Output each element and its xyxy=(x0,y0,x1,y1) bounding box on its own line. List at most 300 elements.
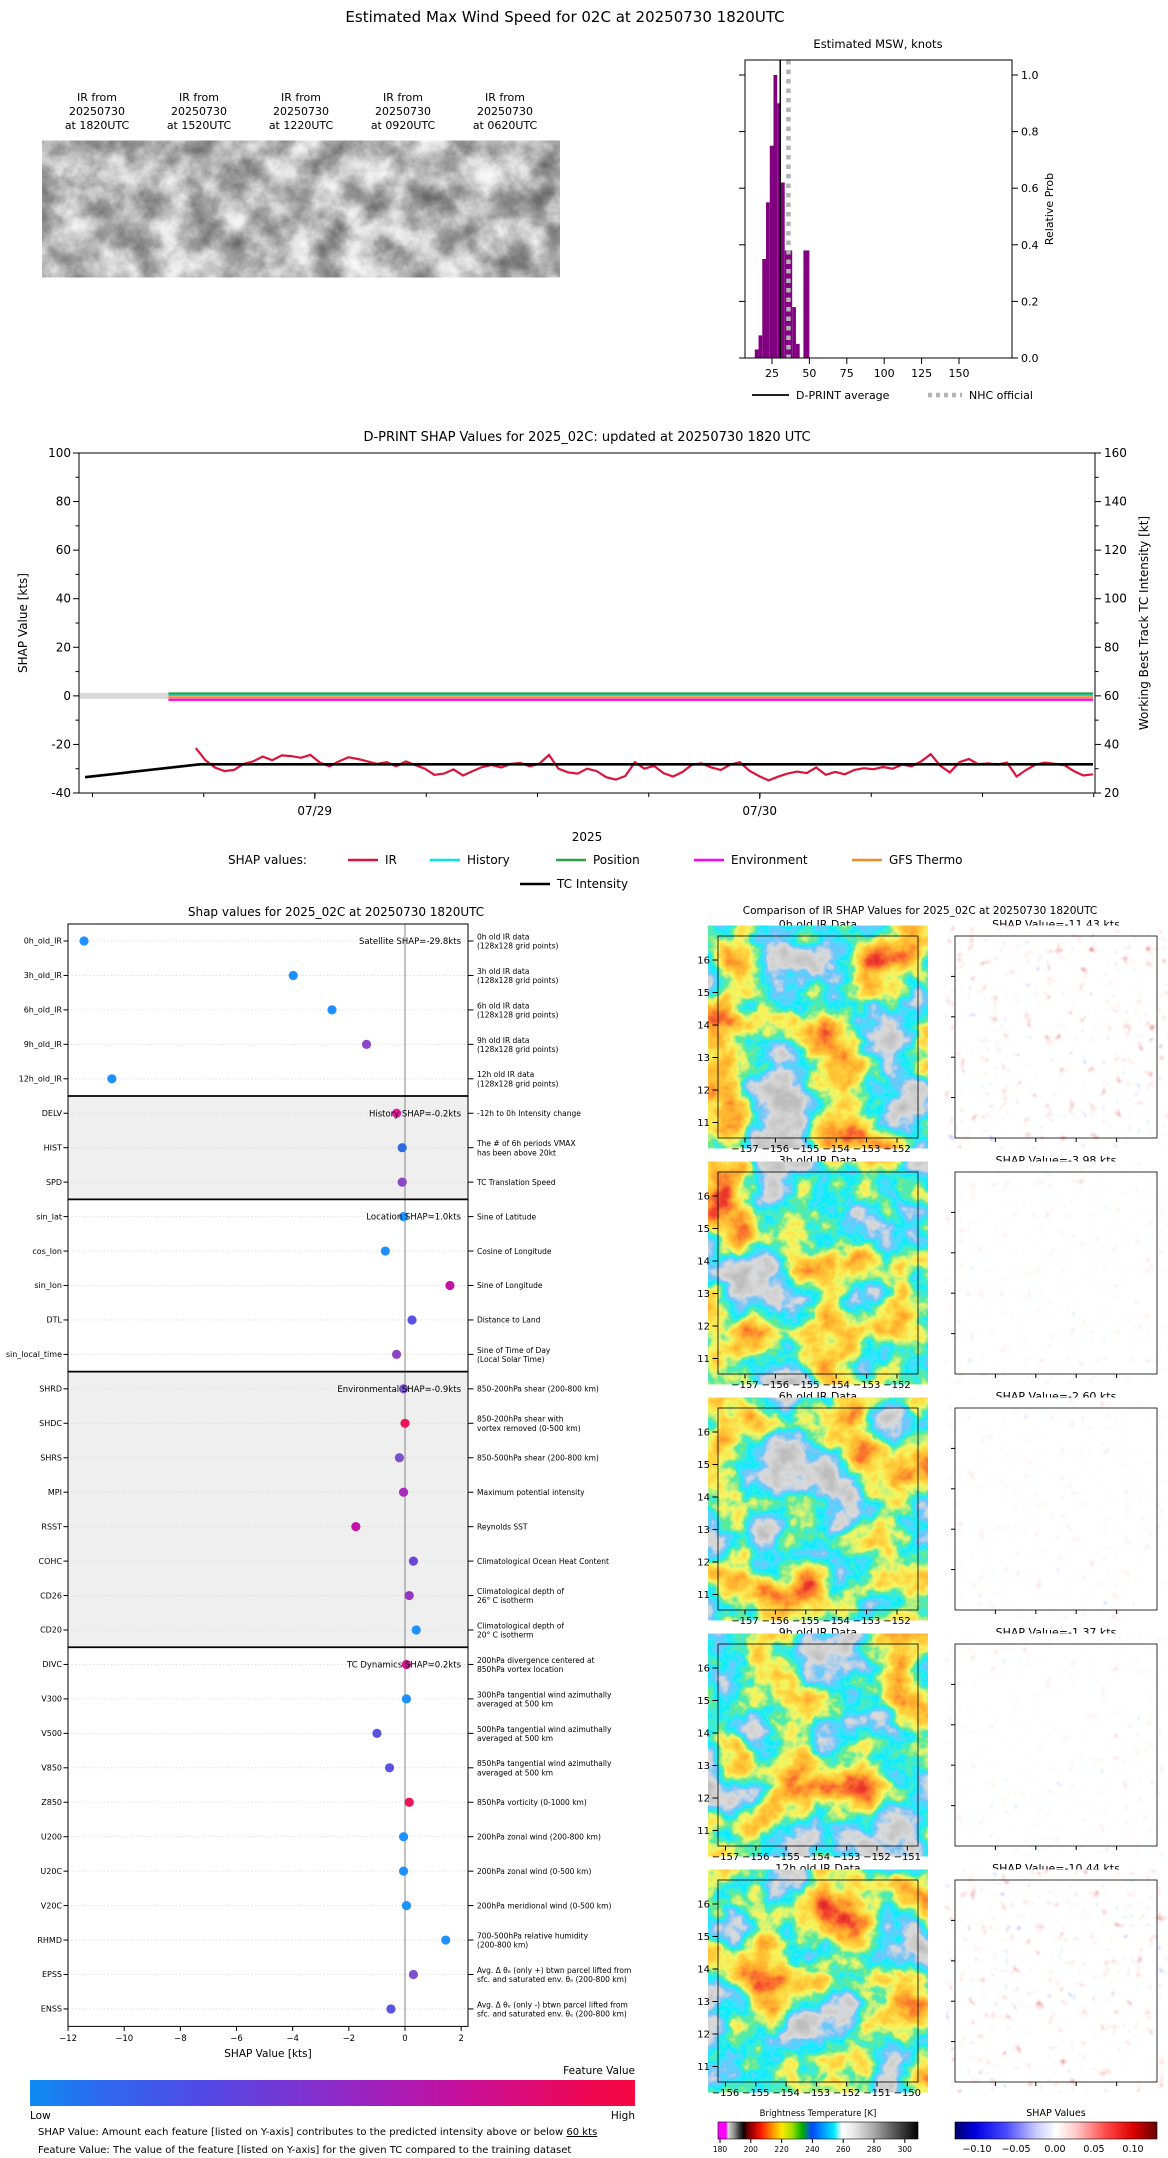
ytick-left: 40 xyxy=(55,591,71,606)
ir-map-image xyxy=(718,1880,918,2082)
lon-tick: −155 xyxy=(792,1616,820,1627)
lat-tick: 15 xyxy=(697,1224,710,1235)
feature-desc: 200hPa meridional wind (0-500 km) xyxy=(477,1901,612,1911)
histogram-bar xyxy=(788,250,792,358)
comparison-title: Comparison of IR SHAP Values for 2025_02C at 20250730 1820UTC xyxy=(742,905,1098,917)
feature-desc: 200hPa zonal wind (0-500 km) xyxy=(477,1866,592,1876)
lon-tick: −152 xyxy=(863,1852,891,1863)
ytick-left: 20 xyxy=(55,640,71,655)
feature-desc: 6h old IR data xyxy=(477,1001,530,1011)
ir-thumbnail-label: 20250730 xyxy=(375,105,431,118)
shap-dot xyxy=(398,1143,407,1152)
lat-tick: 12 xyxy=(697,1793,710,1805)
bt-colorbar-tick: 200 xyxy=(743,2145,758,2154)
feature-label: Z850 xyxy=(41,1797,62,1807)
feature-desc: averaged at 500 km xyxy=(477,1699,554,1709)
lat-tick: 13 xyxy=(697,1997,710,2008)
ytick-right: 140 xyxy=(1104,494,1127,509)
feature-desc: 700-500hPa relative humidity xyxy=(477,1931,589,1941)
feature-label: DIVC xyxy=(42,1660,62,1670)
lat-tick: 16 xyxy=(697,1191,710,1203)
shap-dot xyxy=(372,1729,381,1738)
feature-label: 9h_old_IR xyxy=(23,1040,62,1050)
shap-dot xyxy=(405,1591,414,1600)
group-annotation: Satellite SHAP=-29.8kts xyxy=(358,937,461,947)
feature-desc: (128x128 grid points) xyxy=(477,1079,559,1089)
feature-desc: 9h old IR data xyxy=(477,1035,530,1045)
shap-dot xyxy=(405,1798,414,1807)
lat-tick: 16 xyxy=(697,1899,710,1911)
feature-label: sin_local_time xyxy=(5,1350,62,1360)
shap-dot xyxy=(409,1557,418,1566)
feature-label: SHRS xyxy=(40,1453,62,1463)
feature-desc: 850hPa vortex location xyxy=(477,1665,564,1675)
lon-tick: −156 xyxy=(742,1852,770,1863)
figure-title: Estimated Max Wind Speed for 02C at 20250730 1820UTC xyxy=(345,8,785,26)
feature-label: CD20 xyxy=(40,1625,62,1635)
lon-tick: −155 xyxy=(792,1380,820,1391)
lat-tick: 11 xyxy=(697,1590,710,1601)
ir-thumbnail-image xyxy=(251,147,351,271)
lon-tick: −152 xyxy=(883,1616,911,1627)
feature-desc: 12h old IR data xyxy=(477,1070,535,1080)
ir-thumbnail-label: at 1220UTC xyxy=(268,119,334,132)
group-annotation: History SHAP=-0.2kts xyxy=(368,1109,461,1120)
group-annotation: Environmental SHAP=-0.9kts xyxy=(337,1384,461,1395)
shap-dot xyxy=(381,1246,390,1255)
ir-thumbnail-label: at 0920UTC xyxy=(370,119,436,132)
histogram-bar xyxy=(773,75,777,358)
footnote-feature: Feature Value: The value of the feature [listed on Y-axis] for the given TC compared to the training dataset xyxy=(38,2145,572,2156)
shap-dot xyxy=(289,971,298,980)
ytick-right: 60 xyxy=(1104,688,1120,703)
lat-tick: 12 xyxy=(697,2029,710,2041)
legend-label: History xyxy=(467,853,510,867)
shap-dot xyxy=(407,1315,416,1324)
histogram-ytick: 1.0 xyxy=(1021,69,1039,82)
feature-label: sin_lon xyxy=(34,1281,62,1291)
feature-desc: 850-200hPa shear (200-800 km) xyxy=(477,1384,599,1394)
feature-desc: 200hPa divergence centered at xyxy=(477,1655,595,1665)
dotplot-xlabel: SHAP Value [kts] xyxy=(224,2048,312,2060)
ytick-right: 40 xyxy=(1104,737,1120,752)
lon-tick: −156 xyxy=(711,2088,740,2099)
shap-values-colorbar xyxy=(955,2122,1157,2139)
feature-label: cos_lon xyxy=(32,1246,62,1256)
shap-map-title: SHAP Value=-2.60 kts xyxy=(995,1390,1117,1403)
dotplot-xtick: −8 xyxy=(174,2034,187,2044)
feature-desc: vortex removed (0-500 km) xyxy=(477,1423,581,1433)
feature-desc: 200hPa zonal wind (200-800 km) xyxy=(477,1832,601,1842)
shap-dot xyxy=(399,1488,408,1497)
feature-desc: 0h old IR data xyxy=(477,932,530,942)
ir-map-image xyxy=(718,936,918,1138)
feature-desc: sfc. and saturated env. θₑ (200-800 km) xyxy=(477,1975,627,1985)
dotplot-title: Shap values for 2025_02C at 20250730 1820UTC xyxy=(187,905,485,919)
lon-tick: −151 xyxy=(893,1852,922,1863)
feature-desc: (128x128 grid points) xyxy=(477,1044,559,1054)
shap-colorbar-tick: −0.05 xyxy=(1001,2144,1031,2155)
ir-thumbnail-image xyxy=(47,147,147,271)
feature-label: DTL xyxy=(46,1315,62,1325)
shap-dot xyxy=(409,1970,418,1979)
feature-desc: Distance to Land xyxy=(477,1315,541,1325)
histogram-ytick: 0.8 xyxy=(1021,125,1039,139)
ir-thumbnail-label: IR from xyxy=(281,91,321,104)
dotplot-xtick: −4 xyxy=(286,2034,299,2044)
lon-tick: −156 xyxy=(761,1380,790,1391)
lon-tick: −154 xyxy=(822,1144,850,1155)
histogram-ylabel: Relative Prob xyxy=(1043,172,1056,246)
feature-desc: Cosine of Longitude xyxy=(477,1246,552,1256)
ir-map-title: 0h old IR Data xyxy=(778,918,858,931)
feature-label: U200 xyxy=(40,1832,62,1842)
lon-tick: −155 xyxy=(742,2088,770,2099)
lat-tick: 13 xyxy=(697,1289,710,1300)
lon-tick: −152 xyxy=(832,2088,861,2099)
feature-label: 3h_old_IR xyxy=(23,971,62,981)
feature-desc: 850-500hPa shear (200-800 km) xyxy=(477,1453,599,1463)
feature-desc: 850hPa tangential wind azimuthally xyxy=(477,1759,612,1769)
ir-thumbnail-label: 20250730 xyxy=(273,105,329,118)
legend-label: Environment xyxy=(731,853,808,867)
group-annotation: Location SHAP=1.0kts xyxy=(366,1212,461,1223)
histogram-bar xyxy=(796,344,800,358)
shap-dotplot-panel xyxy=(6,905,635,2156)
ir-map-title: 9h old IR Data xyxy=(778,1626,858,1639)
bt-colorbar-label: Brightness Temperature [K] xyxy=(759,2109,877,2119)
feature-colorbar-low: Low xyxy=(30,2110,51,2122)
group-band xyxy=(68,1372,468,1648)
lon-tick: −150 xyxy=(893,2088,922,2099)
lat-tick: 13 xyxy=(697,1053,710,1064)
ir-thumbnail-label: 20250730 xyxy=(69,105,125,118)
ir-map-image xyxy=(718,1172,918,1374)
histogram-bar xyxy=(781,183,785,358)
shap-dot xyxy=(107,1074,116,1083)
bt-colorbar-tick: 260 xyxy=(836,2145,851,2154)
histogram-xtick: 75 xyxy=(839,367,854,380)
feature-label: SHDC xyxy=(39,1419,62,1428)
feature-desc: Sine of Time of Day xyxy=(477,1345,551,1355)
dotplot-xtick: 2 xyxy=(458,2034,464,2044)
legend-label: GFS Thermo xyxy=(889,853,963,867)
feature-label: DELV xyxy=(41,1108,62,1118)
lat-tick: 14 xyxy=(697,1492,710,1504)
lon-tick: −153 xyxy=(832,1852,861,1863)
shap-dot xyxy=(402,1694,411,1703)
xtick-date: 07/30 xyxy=(742,804,778,818)
shap-colorbar-tick: 0.05 xyxy=(1083,2144,1105,2155)
feature-desc: TC Translation Speed xyxy=(477,1177,556,1187)
feature-label: V500 xyxy=(41,1729,62,1739)
bt-colorbar-tick: 220 xyxy=(774,2145,789,2154)
histogram-bar xyxy=(759,335,763,358)
lon-tick: −157 xyxy=(731,1380,759,1391)
histogram-ytick: 0.0 xyxy=(1021,352,1039,365)
feature-desc: Climatological depth of xyxy=(477,1621,564,1631)
timeseries-legend-heading: SHAP values: xyxy=(228,853,307,867)
lat-tick: 12 xyxy=(697,1321,710,1333)
timeseries-ylabel-right: Working Best Track TC Intensity [kt] xyxy=(1137,515,1151,731)
lat-tick: 16 xyxy=(697,1427,710,1439)
lon-tick: −156 xyxy=(761,1616,790,1627)
shap-dot xyxy=(399,1832,408,1841)
ir-thumbnail-strip xyxy=(47,91,555,271)
shap-dot xyxy=(400,1419,409,1428)
feature-desc: (128x128 grid points) xyxy=(477,976,559,986)
shap-dot xyxy=(351,1522,360,1531)
lat-tick: 15 xyxy=(697,1696,710,1707)
feature-desc: (128x128 grid points) xyxy=(477,941,559,951)
feature-label: V300 xyxy=(41,1694,62,1704)
feature-desc: Climatological Ocean Heat Content xyxy=(477,1556,609,1566)
lon-tick: −154 xyxy=(822,1380,850,1391)
feature-desc: The # of 6h periods VMAX xyxy=(477,1139,576,1149)
lat-tick: 12 xyxy=(697,1557,710,1569)
shap-dot xyxy=(402,1901,411,1910)
legend-label-dprint: D-PRINT average xyxy=(796,389,890,402)
msw-histogram-panel xyxy=(739,37,1056,402)
shap-dot xyxy=(362,1040,371,1049)
shap-dot xyxy=(399,1867,408,1876)
feature-desc: 3h old IR data xyxy=(477,966,530,976)
lon-tick: −152 xyxy=(883,1144,911,1155)
histogram-title: Estimated MSW, knots xyxy=(813,37,943,51)
ir-thumbnail-label: IR from xyxy=(485,91,525,104)
feature-desc: 300hPa tangential wind azimuthally xyxy=(477,1690,612,1700)
histogram-bar xyxy=(770,146,774,358)
feature-colorbar-high: High xyxy=(610,2110,635,2122)
feature-label: ENSS xyxy=(40,2004,62,2014)
shap-dot xyxy=(412,1625,421,1634)
lat-tick: 15 xyxy=(697,1460,710,1471)
xtick-date: 07/29 xyxy=(297,804,333,818)
feature-desc: Climatological depth of xyxy=(477,1586,564,1596)
feature-label: V850 xyxy=(41,1763,62,1773)
feature-desc: -12h to 0h Intensity change xyxy=(477,1108,581,1118)
ytick-right: 100 xyxy=(1104,591,1127,606)
lat-tick: 11 xyxy=(697,1118,710,1129)
feature-label: V20C xyxy=(40,1901,62,1911)
lat-tick: 14 xyxy=(697,1964,710,1976)
ir-thumbnail-image xyxy=(149,147,249,271)
lon-tick: −153 xyxy=(852,1144,881,1155)
lat-tick: 11 xyxy=(697,2062,710,2073)
ytick-right: 120 xyxy=(1104,543,1127,558)
lon-tick: −154 xyxy=(802,1852,831,1863)
lat-tick: 14 xyxy=(697,1256,710,1268)
shap-dot xyxy=(327,1005,336,1014)
ir-thumbnail-image xyxy=(353,147,453,271)
lon-tick: −157 xyxy=(731,1616,759,1627)
ir-thumbnail-label: at 1820UTC xyxy=(64,119,130,132)
lat-tick: 16 xyxy=(697,1663,710,1675)
lat-tick: 13 xyxy=(697,1525,710,1536)
ir-thumbnail-label: 20250730 xyxy=(477,105,533,118)
footnote-shap xyxy=(38,2127,597,2138)
ytick-left: 0 xyxy=(63,688,71,703)
feature-label: SPD xyxy=(45,1177,62,1187)
bt-colorbar xyxy=(718,2122,918,2139)
histogram-bar xyxy=(766,202,770,358)
shap-timeseries-panel xyxy=(16,430,1151,891)
lon-tick: −156 xyxy=(761,1144,790,1155)
feature-desc: Avg. Δ θₑ (only +) btwn parcel lifted from xyxy=(477,1965,632,1975)
shap-map-image xyxy=(955,1408,1157,1610)
feature-desc: (128x128 grid points) xyxy=(477,1010,559,1020)
ir-map-title: 3h old IR Data xyxy=(778,1154,858,1167)
lat-tick: 11 xyxy=(697,1826,710,1837)
shap-dot xyxy=(385,1763,394,1772)
shap-colorbar-label: SHAP Values xyxy=(1026,2108,1086,2119)
lat-tick: 14 xyxy=(697,1020,710,1032)
shap-map-title: SHAP Value=-3.98 kts xyxy=(995,1154,1117,1167)
lat-tick: 11 xyxy=(697,1354,710,1365)
lon-tick: −152 xyxy=(883,1380,911,1391)
legend-label: Position xyxy=(593,853,640,867)
shap-colorbar-tick: 0.00 xyxy=(1044,2144,1066,2155)
footnote-shap-prefix: SHAP Value: Amount each feature [listed on Y-axis] contributes to the predicted intensity above or below xyxy=(38,2127,567,2138)
shap-dot xyxy=(398,1178,407,1187)
feature-desc: 850hPa vorticity (0-1000 km) xyxy=(477,1797,587,1807)
lon-tick: −153 xyxy=(802,2088,831,2099)
ytick-right: 80 xyxy=(1104,640,1120,655)
histogram-bar xyxy=(785,250,789,358)
ytick-left: 80 xyxy=(55,494,71,509)
feature-desc: 20° C isotherm xyxy=(477,1630,534,1640)
ir-thumbnail-label: at 0620UTC xyxy=(472,119,538,132)
shap-map-image xyxy=(955,1172,1157,1374)
ytick-right: 160 xyxy=(1104,446,1127,460)
feature-desc: sfc. and saturated env. θₑ (200-800 km) xyxy=(477,2009,627,2019)
shap-map-title: SHAP Value=-1.37 kts xyxy=(995,1626,1117,1639)
dotplot-xtick: −6 xyxy=(230,2034,243,2044)
histogram-xtick: 100 xyxy=(873,367,895,380)
shap-map-image xyxy=(955,1644,1157,1846)
feature-label: RHMD xyxy=(37,1935,62,1945)
bt-colorbar-tick: 300 xyxy=(897,2145,912,2154)
feature-desc: (Local Solar Time) xyxy=(477,1355,545,1364)
timeseries-xlabel: 2025 xyxy=(571,830,603,844)
lon-tick: −151 xyxy=(863,2088,891,2099)
histogram-xtick: 50 xyxy=(802,367,817,380)
shap-dot xyxy=(392,1350,401,1359)
feature-label: sin_lat xyxy=(36,1212,62,1222)
feature-colorbar-label: Feature Value xyxy=(563,2065,635,2077)
feature-label: COHC xyxy=(38,1556,62,1566)
ir-thumbnail-label: IR from xyxy=(383,91,423,104)
ir-map-title: 12h old IR Data xyxy=(775,1862,861,1875)
histogram-bar xyxy=(792,307,796,358)
bt-colorbar-tick: 240 xyxy=(805,2145,820,2154)
shap-colorbar-tick: 0.10 xyxy=(1122,2144,1144,2155)
histogram-bar xyxy=(755,350,759,358)
histogram-xtick: 125 xyxy=(911,367,933,380)
lat-tick: 14 xyxy=(697,1728,710,1740)
lon-tick: −153 xyxy=(852,1380,881,1391)
lon-tick: −157 xyxy=(731,1144,759,1155)
feature-label: EPSS xyxy=(41,1970,62,1980)
shap-dot xyxy=(386,2004,395,2013)
dotplot-xtick: 0 xyxy=(402,2034,408,2044)
timeseries-title: D-PRINT SHAP Values for 2025_02C: updated at 20250730 1820 UTC xyxy=(363,430,811,445)
ir-map-image xyxy=(718,1408,918,1610)
ir-map-title: 6h old IR Data xyxy=(778,1390,858,1403)
group-annotation: TC Dynamics SHAP=0.2kts xyxy=(347,1660,461,1671)
feature-desc: (200-800 km) xyxy=(477,1940,529,1950)
shap-map-title: SHAP Value=-10.44 kts xyxy=(992,1862,1120,1875)
ytick-left: 60 xyxy=(55,543,71,558)
shap-dot xyxy=(79,936,88,945)
lon-tick: −155 xyxy=(792,1144,820,1155)
feature-label: 12h_old_IR xyxy=(18,1074,62,1084)
timeseries-ylabel-left: SHAP Value [kts] xyxy=(16,573,30,673)
bt-colorbar-tick: 280 xyxy=(866,2145,882,2154)
lat-tick: 15 xyxy=(697,988,710,999)
ir-thumbnail-label: 20250730 xyxy=(171,105,227,118)
timeseries-frame xyxy=(79,453,1095,793)
feature-desc: Sine of Longitude xyxy=(477,1281,543,1291)
feature-desc: Avg. Δ θₑ (only -) btwn parcel lifted from xyxy=(477,2000,628,2010)
lon-tick: −157 xyxy=(711,1852,740,1863)
ir-thumbnail-label: at 1520UTC xyxy=(166,119,232,132)
lat-tick: 15 xyxy=(697,1932,710,1943)
ir-thumbnail-label: IR from xyxy=(77,91,117,104)
histogram-ytick: 0.4 xyxy=(1021,238,1039,252)
feature-label: CD26 xyxy=(40,1591,62,1601)
dotplot-xtick: −10 xyxy=(115,2034,134,2044)
lon-tick: −153 xyxy=(852,1616,881,1627)
feature-desc: 850-200hPa shear with xyxy=(477,1414,564,1424)
ir-comparison-panel xyxy=(697,905,1157,2155)
shap-map-image xyxy=(955,1880,1157,2082)
lon-tick: −155 xyxy=(772,1852,800,1863)
feature-desc: 500hPa tangential wind azimuthally xyxy=(477,1724,612,1734)
histogram-ytick: 0.2 xyxy=(1021,295,1039,309)
feature-desc: averaged at 500 km xyxy=(477,1768,554,1778)
feature-label: SHRD xyxy=(39,1384,62,1394)
histogram-bar xyxy=(762,259,766,358)
feature-desc: has been above 20kt xyxy=(477,1148,556,1158)
bt-colorbar-tick: 180 xyxy=(712,2145,728,2154)
lon-tick: −154 xyxy=(772,2088,800,2099)
dotplot-xtick: −2 xyxy=(342,2034,356,2044)
feature-desc: averaged at 500 km xyxy=(477,1733,554,1743)
feature-desc: Maximum potential intensity xyxy=(477,1487,585,1497)
ytick-left: -20 xyxy=(51,737,71,752)
shap-dot xyxy=(445,1281,454,1290)
footnote-shap-underlined: 60 kts xyxy=(566,2127,598,2138)
lon-tick: −154 xyxy=(822,1616,850,1627)
feature-label: U20C xyxy=(40,1866,62,1876)
feature-label: 6h_old_IR xyxy=(23,1005,62,1015)
lat-tick: 13 xyxy=(697,1761,710,1772)
shap-dot xyxy=(441,1935,450,1944)
lat-tick: 12 xyxy=(697,1085,710,1097)
histogram-ytick: 0.6 xyxy=(1021,182,1039,196)
dotplot-xtick: −12 xyxy=(59,2034,78,2044)
histogram-bar xyxy=(803,250,809,358)
ytick-right: 20 xyxy=(1104,786,1120,800)
ir-thumbnail-label: IR from xyxy=(179,91,219,104)
histogram-xtick: 150 xyxy=(948,367,970,380)
histogram-xtick: 25 xyxy=(765,367,779,380)
feature-label: MPI xyxy=(47,1487,62,1497)
ir-thumbnail-image xyxy=(455,147,555,271)
ytick-left: 100 xyxy=(48,446,71,460)
legend-label: TC Intensity xyxy=(557,877,629,891)
